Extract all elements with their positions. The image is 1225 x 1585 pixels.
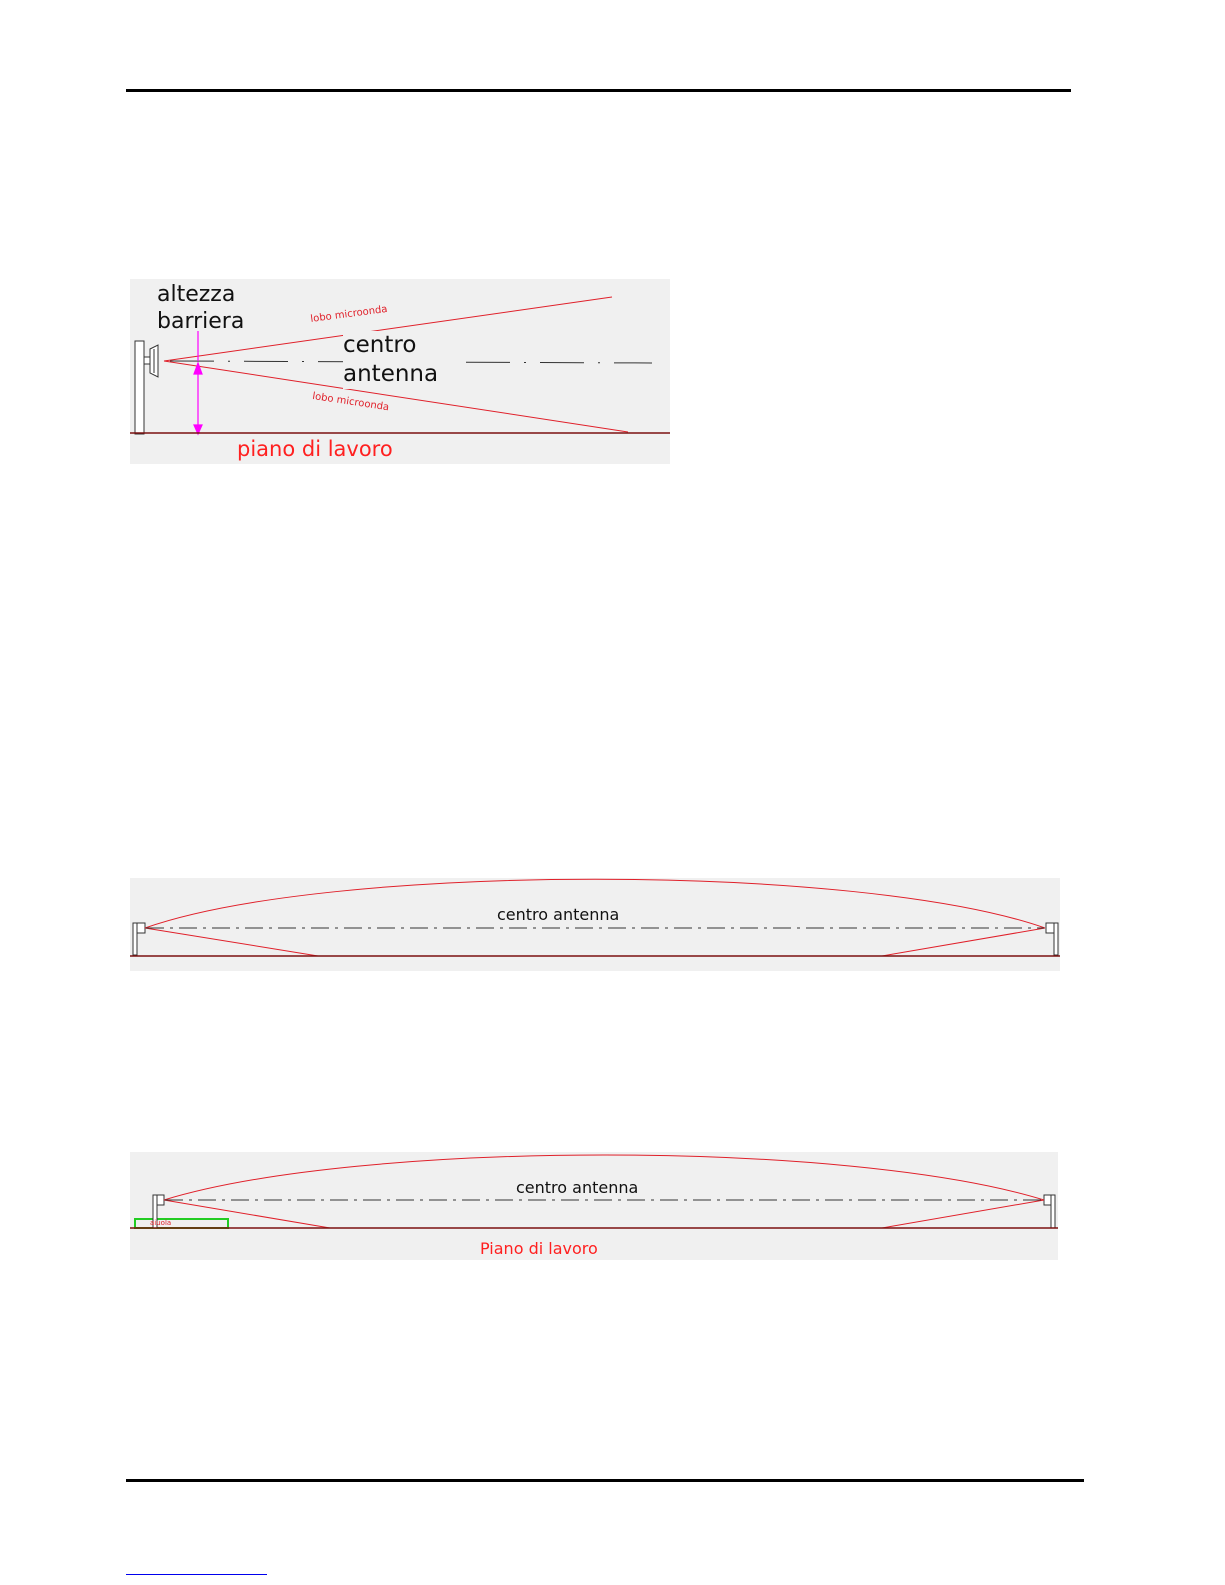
- beam-left-lower-edge: [164, 1200, 330, 1228]
- barrier-height-diagram: [130, 279, 670, 464]
- upper-lobe-label: lobo microonda: [309, 303, 389, 325]
- work-plane-label: piano di lavoro: [237, 437, 393, 461]
- support-label: aiuola: [150, 1219, 172, 1227]
- footer-link-underline[interactable]: [126, 1574, 267, 1575]
- beam-profile-diagram: [130, 878, 1060, 971]
- raised-beam-diagram: [130, 1152, 1058, 1260]
- beam-left-lower-edge: [145, 928, 318, 956]
- antenna-icon: [144, 345, 158, 377]
- height-arrow: [194, 331, 202, 434]
- header-rule: [126, 89, 1071, 92]
- footer-rule: [126, 1479, 1084, 1482]
- antenna-center-label: centro antenna: [343, 331, 453, 389]
- right-transceiver-icon: [1044, 1195, 1055, 1228]
- barrier-height-label: altezza barriera: [157, 282, 245, 334]
- antenna-center-label: centro antenna: [516, 1178, 639, 1197]
- work-plane-label: Piano di lavoro: [480, 1239, 598, 1258]
- beam-right-lower-edge: [882, 1200, 1044, 1228]
- barrier-pole: [135, 341, 144, 434]
- lower-lobe-label: lobo microonda: [311, 391, 390, 414]
- support-box: [135, 1219, 228, 1228]
- right-transceiver-icon: [1046, 923, 1058, 955]
- left-transceiver-icon: [133, 923, 145, 955]
- beam-right-lower-edge: [882, 928, 1045, 956]
- antenna-center-label: centro antenna: [497, 905, 620, 924]
- beam-profile-drawing: [130, 878, 1060, 971]
